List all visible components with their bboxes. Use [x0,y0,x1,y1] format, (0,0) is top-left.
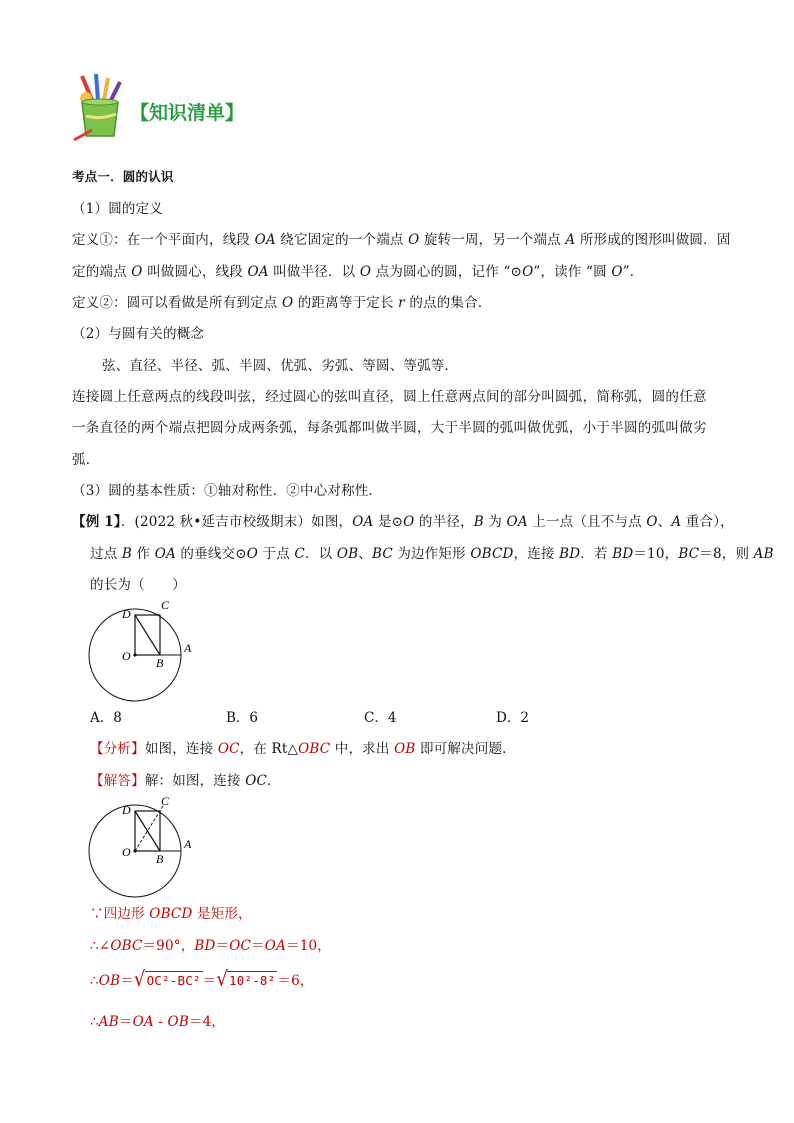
pencil-cup-icon [72,70,128,142]
label-O-2: O [122,845,131,859]
solution-step-2: ∴∠OBC＝90°，BD＝OC＝OA＝10， [90,938,331,954]
concept-terms: 弦、直径、半径、弧、半圆、优弧、劣弧、等圆、等弧等． [102,358,459,374]
definition-1-line-1: 定义①：在一个平面内，线段 OA 绕它固定的一个端点 O 旋转一周，另一个端点 A 所形成的图形叫做圆．固 [72,232,731,248]
example-line-3: 的长为（ ） [90,577,186,593]
label-D-2: D [122,803,131,817]
label-O: O [122,649,131,663]
analysis: 【分析】如图，连接 OC，在 Rt△OBC 中，求出 OB 即可解决问题． [90,741,516,757]
solution-step-4: ∴AB＝OA - OB＝4， [90,1014,226,1030]
option-a[interactable]: A．8 [90,710,122,726]
solution-step-1: ∵四边形 OBCD 是矩形， [90,906,252,922]
definition-1-line-2: 定的端点 O 叫做圆心，线段 OA 叫做半径．以 O 点为圆心的圆，记作 “⊙O”，读作 “圆 O”． [72,264,644,280]
section-title: 【知识清单】 [130,102,245,124]
sqrt-icon-2: √ [216,967,229,992]
label-C-2: C [161,794,170,808]
subheading-concepts: （2）与圆有关的概念 [72,326,205,342]
subheading-definition: （1）圆的定义 [72,201,163,217]
topic-heading: 考点一．圆的认识 [72,169,174,184]
example-line-2: 过点 B 作 OA 的垂线交⊙O 于点 C．以 OB、BC 为边作矩形 OBCD，连接 BD．若 BD＝10，BC＝8，则 AB [90,546,774,562]
basic-properties: （3）圆的基本性质：①轴对称性．②中心对称性． [72,483,383,499]
solution-step-3: ∴OB＝√OC²-BC² ＝√10²-8² ＝6， [90,967,314,992]
label-D: D [122,607,131,621]
option-c[interactable]: C．4 [364,710,397,726]
sqrt-icon: √ [133,967,146,992]
label-B: B [156,656,164,670]
label-A-2: A [184,837,192,851]
circle-figure-2 [84,790,210,912]
option-d[interactable]: D．2 [496,710,529,726]
concept-line-2: 一条直径的两个端点把圆分成两条弧，每条弧都叫做半圆，大于半圆的弧叫做优弧，小于半圆的弧叫做劣 [72,420,707,436]
option-b[interactable]: B．6 [226,710,259,726]
solution-intro: 【解答】解：如图，连接 OC． [90,773,281,789]
circle-figure-1 [84,592,210,714]
label-B-2: B [156,852,164,866]
concept-line-1: 连接圆上任意两点的线段叫弦，经过圆心的弦叫直径，圆上任意两点间的部分叫圆弧，简称弧，圆的任意 [72,389,707,405]
label-A: A [184,641,192,655]
concept-line-3: 弧． [72,452,100,468]
example-line-1: 【例 1】．(2022 秋•延吉市校级期末）如图，OA 是⊙O 的半径，B 为 OA 上一点（且不与点 O、A 重合）， [72,514,734,530]
definition-2: 定义②：圆可以看做是所有到定点 O 的距离等于定长 r 的点的集合． [72,295,492,311]
label-C: C [161,598,170,612]
